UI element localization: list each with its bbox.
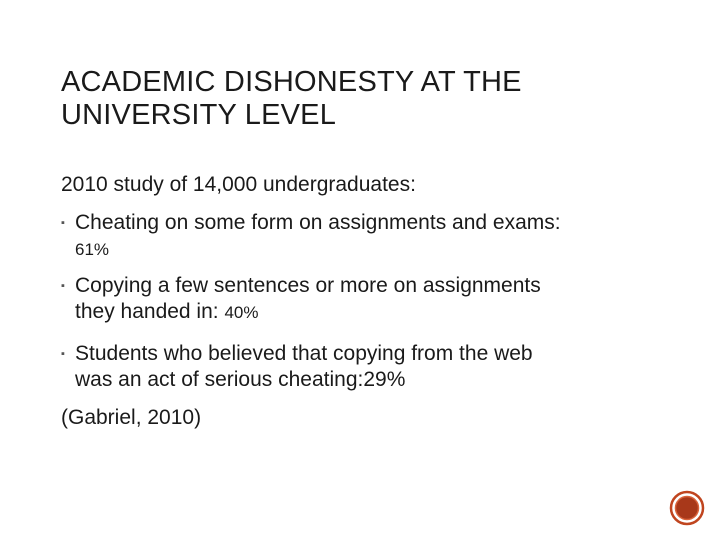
bullet-line-2: they handed in: <box>75 300 225 323</box>
bullet-line-2: was an act of serious cheating:29% <box>75 368 406 391</box>
bullet-item-cheating <box>61 210 671 263</box>
bullet-line-1: Cheating on some form on assignments and exams: <box>75 211 561 234</box>
bullet-marker-icon: ▪ <box>61 280 65 292</box>
bullet-percentage: 40% <box>224 303 259 322</box>
bullet-text <box>75 273 541 326</box>
bullet-marker-icon: ▪ <box>61 348 65 360</box>
bullet-line-2: 61% <box>75 240 110 259</box>
circle-nav-icon[interactable] <box>669 490 705 526</box>
citation: (Gabriel, 2010) <box>61 406 202 429</box>
intro-text: 2010 study of 14,000 undergraduates: <box>61 173 416 196</box>
bullet-text <box>75 341 533 393</box>
bullet-marker-icon: ▪ <box>61 217 65 229</box>
bullet-line-1: Copying a few sentences or more on assignments <box>75 274 541 297</box>
bullet-text <box>75 210 561 263</box>
slide-title <box>61 66 661 132</box>
bullet-line-1: Students who believed that copying from the web <box>75 342 533 365</box>
bullet-item-copying <box>61 273 671 326</box>
slide-title-line-2: UNIVERSITY LEVEL <box>61 99 337 131</box>
bullet-item-web-copying <box>61 341 671 393</box>
slide-title-line-1: ACADEMIC DISHONESTY AT THE <box>61 66 522 98</box>
